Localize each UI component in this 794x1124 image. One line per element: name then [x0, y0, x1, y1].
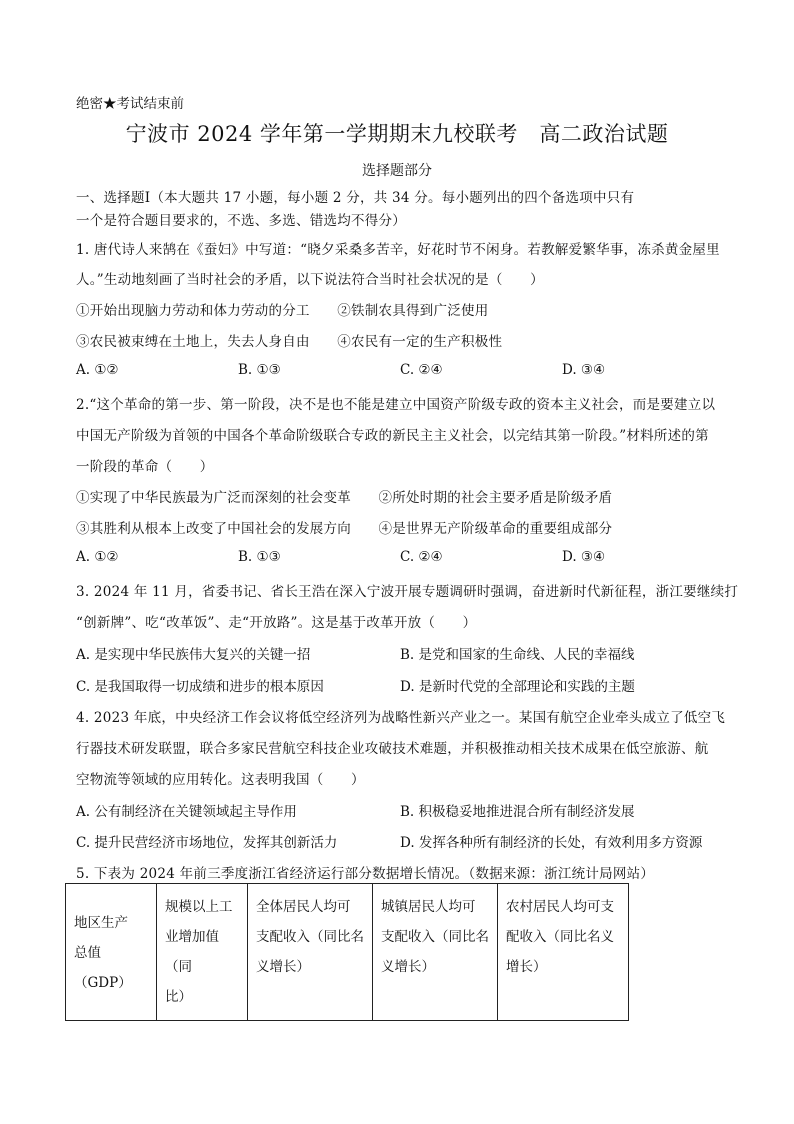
q1-statement-1-2: ①开始出现脑力劳动和体力劳动的分工 ②铁制农具得到广泛使用: [76, 303, 489, 319]
section-instruction-line1: 一、选择题Ⅰ（本大题共 17 小题，每小题 2 分，共 34 分。每小题列出的四个备选项中只有: [76, 190, 635, 206]
q1-statement-3-4: ③农民被束缚在土地上，失去人身自由 ④农民有一定的生产积极性: [76, 334, 503, 350]
q2-option-d[interactable]: D. ③④: [562, 549, 606, 565]
q3-stem-line2: “创新牌”、吃“改革饭”、走“开放路”。这是基于改革开放（ ）: [76, 615, 477, 631]
q4-stem-line3: 空物流等领域的应用转化。这表明我国（ ）: [76, 772, 365, 788]
q4-stem-line1: 4. 2023 年底，中央经济工作会议将低空经济列为战略性新兴产业之一。某国有航空企业牵头成立了低空飞: [76, 710, 726, 726]
q4-options-row2: [76, 831, 736, 851]
q3-stem-line1: 3. 2024 年 11 月，省委书记、省长王浩在深入宁波开展专题调研时强调，奋进新时代新征程，浙江要继续打: [76, 584, 739, 600]
section-subtitle: 选择题部分: [362, 163, 432, 179]
q3-option-b[interactable]: B. 是党和国家的生命线、人民的幸福线: [400, 647, 635, 663]
page-title: 宁波市 2024 学年第一学期期末九校联考 高二政治试题: [125, 122, 669, 146]
q4-option-b[interactable]: B. 积极稳妥地推进混合所有制经济发展: [400, 804, 635, 820]
section-instruction-line2: 一个是符合题目要求的，不选、多选、错选均不得分）: [76, 213, 406, 229]
q4-option-d[interactable]: D. 发挥各种所有制经济的长处，有效利用多方资源: [400, 835, 703, 851]
q1-option-d[interactable]: D. ③④: [562, 362, 606, 378]
q2-statement-3-4: ③其胜利从根本上改变了中国社会的发展方向 ④是世界无产阶级革命的重要组成部分: [76, 521, 613, 537]
economic-data-table: [65, 883, 629, 1021]
q2-stem-line2: 中国无产阶级为首领的中国各个革命阶级联合专政的新民主主义社会，以完结其第一阶段。”材料所述的第: [76, 428, 709, 444]
confidential-mark: 绝密★考试结束前: [76, 96, 184, 112]
q2-option-a[interactable]: A. ①②: [76, 549, 119, 565]
q2-stem-line1: 2.“这个革命的第一步、第一阶段，决不是也不能是建立中国资产阶级专政的资本主义社会，而是要建立以: [76, 397, 716, 413]
table-header-row: [66, 884, 629, 1021]
table-header-rural-income: 农村居民人均可支 配收入（同比名义 增长）: [498, 884, 629, 1021]
q3-options-row2: [76, 675, 736, 695]
q1-option-b[interactable]: B. ①③: [238, 362, 281, 378]
q3-option-a[interactable]: A. 是实现中华民族伟大复兴的关键一招: [76, 647, 311, 663]
table-header-urban-income: 城镇居民人均可 支配收入（同比名 义增长）: [373, 884, 498, 1021]
q1-options: [76, 362, 736, 378]
q2-option-b[interactable]: B. ①③: [238, 549, 281, 565]
q3-option-d[interactable]: D. 是新时代党的全部理论和实践的主题: [400, 679, 635, 695]
q4-option-a[interactable]: A. 公有制经济在关键领域起主导作用: [76, 804, 297, 820]
q1-option-a[interactable]: A. ①②: [76, 362, 119, 378]
q2-options: [76, 549, 736, 565]
q1-stem-line2: 人。”生动地刻画了当时社会的矛盾，以下说法符合当时社会状况的是（ ）: [76, 272, 544, 288]
table-header-gdp: 地区生产 总值（GDP）: [66, 884, 157, 1021]
table-header-industrial: 规模以上工 业增加值（同 比）: [157, 884, 248, 1021]
q3-option-c[interactable]: C. 是我国取得一切成绩和进步的根本原因: [76, 679, 324, 695]
q4-options-row1: [76, 800, 736, 820]
q1-stem-line1: 1. 唐代诗人来鹄在《蚕妇》中写道：“晓夕采桑多苦辛，好花时节不闲身。若教解爱繁华事，冻杀黄金屋里: [76, 242, 720, 258]
q2-statement-1-2: ①实现了中华民族最为广泛而深刻的社会变革 ②所处时期的社会主要矛盾是阶级矛盾: [76, 490, 613, 506]
q2-option-c[interactable]: C. ②④: [400, 549, 443, 565]
q3-options-row1: [76, 643, 736, 663]
q4-option-c[interactable]: C. 提升民营经济市场地位，发挥其创新活力: [76, 835, 338, 851]
q4-stem-line2: 行器技术研发联盟，联合多家民营航空科技企业攻破技术难题，并积极推动相关技术成果在低空旅游、航: [76, 741, 709, 757]
q1-option-c[interactable]: C. ②④: [400, 362, 443, 378]
table-header-all-income: 全体居民人均可 支配收入（同比名 义增长）: [248, 884, 373, 1021]
q2-stem-line3: 一阶段的革命（ ）: [76, 459, 214, 475]
q5-stem-line1: 5. 下表为 2024 年前三季度浙江省经济运行部分数据增长情况。（数据来源：浙江统计局网站）: [76, 866, 655, 882]
